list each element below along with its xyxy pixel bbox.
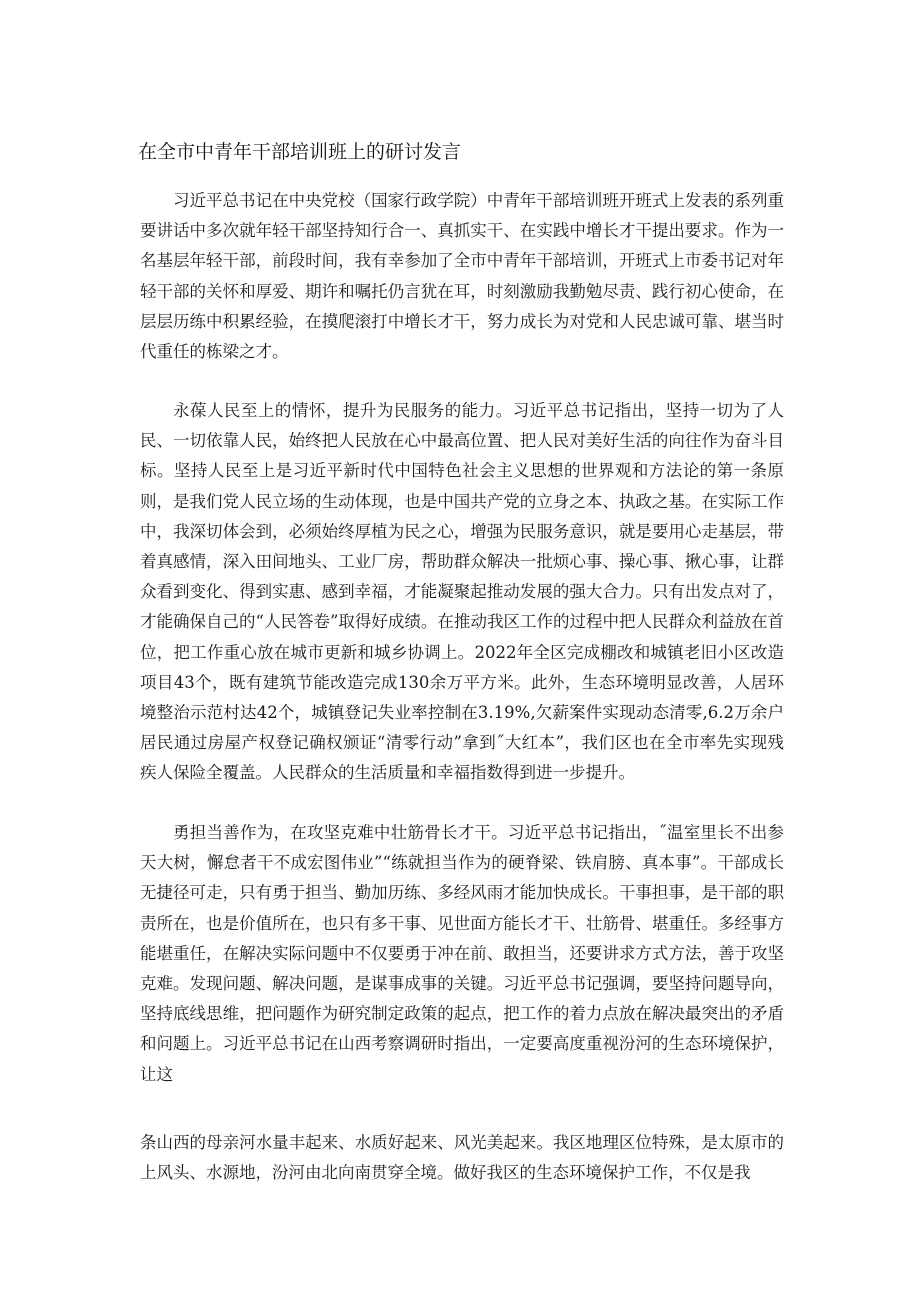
paragraph-continuation: 条山西的母亲河水量丰起来、水质好起来、风光美起来。我区地理区位特殊，是太原市的上风头、水源地，汾河由北向南贯穿全境。做好我区的生态环境保护工作，不仅是我 <box>140 1133 784 1183</box>
paragraph-intro: 习近平总书记在中央党校（国家行政学院）中青年干部培训班开班式上发表的系列重要讲话中多次就年轻干部坚持知行合一、真抓实干、在实践中增长才干提出要求。作为一名基层年轻干部，前段时间，我有幸参加了全市中青年干部培训，开班式上市委书记对年轻干部的关怀和厚爱、期许和嘱托仍言犹在耳，时刻激励我勤勉尽责、践行初心使命，在层层历练中积累经验，在摸爬滚打中增长才干，努力成长为对党和人民忠诚可靠、堪当时代重任的栋梁之才。 <box>140 191 784 362</box>
paragraph-take-responsibility: 勇担当善作为，在攻坚克难中壮筋骨长才干。习近平总书记指出，˝温室里长不出参天大树，懈怠者干不成宏图伟业”“练就担当作为的硬脊梁、铁肩膀、真本事”。干部成长无捷径可走，只有勇于担当、勤加历练、多经风雨才能加快成长。干事担事，是干部的职责所在，也是价值所在，也只有多干事、见世面方能长才干、壮筋骨、堪重任。多经事方能堪重任，在解决实际问题中不仅要勇于冲在前、敢担当，还要讲求方式方法，善于攻坚克难。发现问题、解决问题，是谋事成事的关键。习近平总书记强调，要坚持问题导向，坚持底线思维，把问题作为研究制定政策的起点，把工作的着力点放在解决最突出的矛盾和问题上。习近平总书记在山西考察调研时指出，一定要高度重视汾河的生态环境保护，让这 <box>140 823 784 1084</box>
document-title: 在全市中青年干部培训班上的研讨发言 <box>138 141 462 163</box>
paragraph-people-first: 永葆人民至上的情怀，提升为民服务的能力。习近平总书记指出，坚持一切为了人民、一切依靠人民，始终把人民放在心中最高位置、把人民对美好生活的向往作为奋斗目标。坚持人民至上是习近平新时代中国特色社会主义思想的世界观和方法论的第一条原则，是我们党人民立场的生动体现，也是中国共产党的立身之本、执政之基。在实际工作中，我深切体会到，必须始终厚植为民之心，增强为民服务意识，就是要用心走基层，带着真感情，深入田间地头、工业厂房，帮助群众解决一批烦心事、操心事、揪心事，让群众看到变化、得到实惠、感到幸福，才能凝聚起推动发展的强大合力。只有出发点对了，才能确保自己的“人民答卷”取得好成绩。在推动我区工作的过程中把人民群众利益放在首位，把工作重心放在城市更新和城乡协调上。2022年全区完成棚改和城镇老旧小区改造项目43个，既有建筑节能改造完成130余万平方米。此外，生态环境明显改善，人居环境整治示范村达42个，城镇登记失业率控制在3.19%,欠薪案件实现动态清零,6.2万余户居民通过房屋产权登记确权颁证“清零行动”拿到˝大红本”，我们区也在全市率先实现残疾人保险全覆盖。人民群众的生活质量和幸福指数得到进一步提升。 <box>140 401 784 783</box>
